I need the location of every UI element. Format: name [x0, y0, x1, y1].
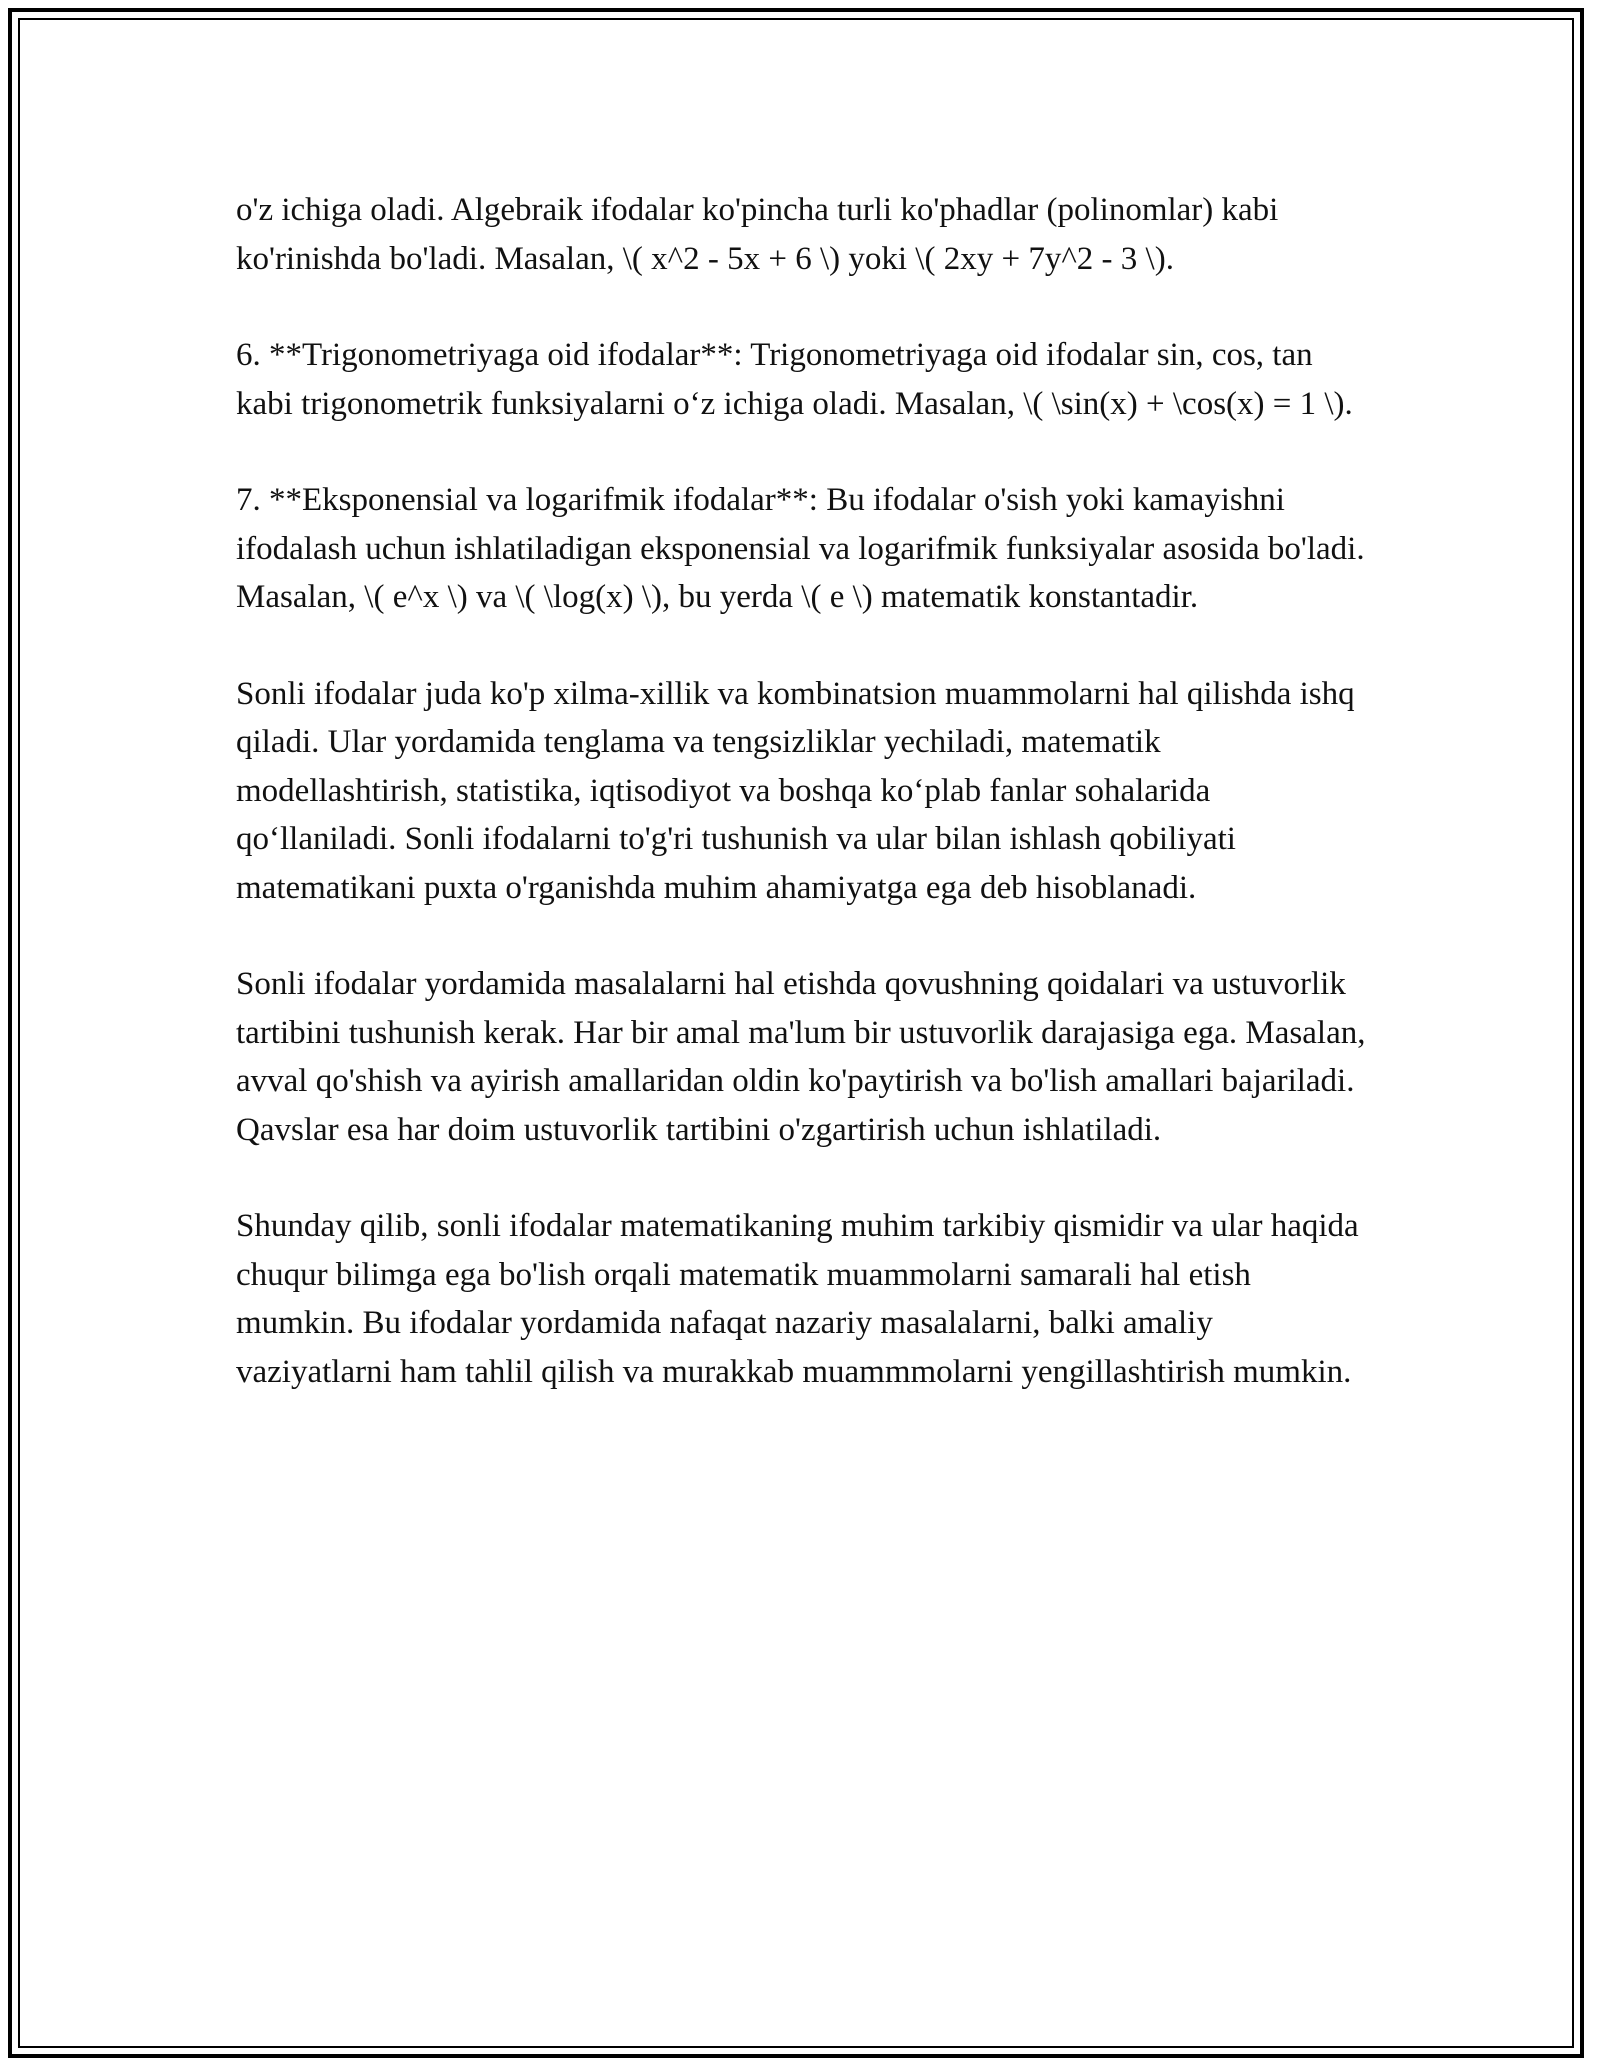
paragraph-order-of-operations: Sonli ifodalar yordamida masalalarni hal etishda qovushning qoidalari va ustuvorlik tartibini tushunish kerak. Har bir amal ma'lum bir ustuvorlik darajasiga ega. Masalan, avval qo'shish va ayirish amallaridan oldin ko'paytirish va bo'lish amallari bajariladi. Qavslar esa har doim ustuvorlik tartibini o'zgartirish uchun ishlatiladi.	[236, 966, 1366, 1148]
document-body	[236, 186, 1366, 1444]
paragraph-trigonometric-expressions: 6. **Trigonometriyaga oid ifodalar**: Trigonometriyaga oid ifodalar sin, cos, tan kabi trigonometrik funksiyalarni o‘z ichiga oladi. Masalan, \( \sin(x) + \cos(x) = 1 \).	[236, 337, 1353, 422]
paragraph-exponential-logarithmic: 7. **Eksponensial va logarifmik ifodalar**: Bu ifodalar o'sish yoki kamayishni ifodalash uchun ishlatiladigan eksponensial va logarifmik funksiyalar asosida bo'ladi. Masalan, \( e^x \) va \( \log(x) \), bu yerda \( e \) matematik konstantadir.	[236, 482, 1365, 615]
paragraph-conclusion: Shunday qilib, sonli ifodalar matematikaning muhim tarkibiy qismidir va ular haqida chuqur bilimga ega bo'lish orqali matematik muammolarni samarali hal etish mumkin. Bu ifodalar yordamida nafaqat nazariy masalalarni, balki amaliy vaziyatlarni ham tahlil qilish va murakkab muammmolarni yengillashtirish mumkin.	[236, 1208, 1359, 1390]
paragraph-numeric-expressions-usage: Sonli ifodalar juda ko'p xilma-xillik va kombinatsion muammolarni hal qilishda ishq qiladi. Ular yordamida tenglama va tengsizliklar yechiladi, matematik modellashtirish, statistika, iqtisodiyot va boshqa ko‘plab fanlar sohalarida qo‘llaniladi. Sonli ifodalarni to'g'ri tushunish va ular bilan ishlash qobiliyati matematikani puxta o'rganishda muhim ahamiyatga ega deb hisoblanadi.	[236, 675, 1355, 906]
paragraph-algebraic-continuation: o'z ichiga oladi. Algebraik ifodalar ko'pincha turli ko'phadlar (polinomlar) kabi ko'rinishda bo'ladi. Masalan, \( x^2 - 5x + 6 \) yoki \( 2xy + 7y^2 - 3 \).	[236, 192, 1279, 277]
